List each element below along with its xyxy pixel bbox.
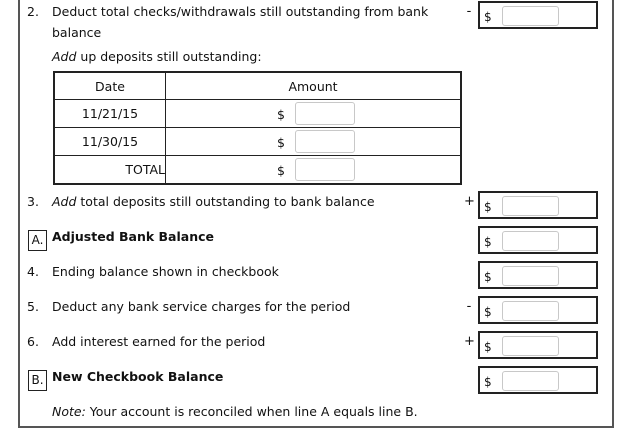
item4-number: 4. [27, 264, 39, 279]
item3-amount-input[interactable] [502, 196, 559, 216]
deposits-intro-em: Add [52, 49, 77, 64]
item4-amount-input[interactable] [502, 266, 559, 286]
line-a-currency: $ [484, 235, 492, 249]
amount-column-header: Amount [166, 72, 462, 100]
item5-amount-box [478, 296, 598, 324]
item3-currency: $ [484, 200, 492, 214]
deposits-intro [52, 49, 262, 64]
item2-minus-operator: - [466, 4, 472, 19]
line-a-label: Adjusted Bank Balance [52, 229, 214, 244]
deposit-amount-input[interactable] [295, 130, 355, 153]
note-text: Your account is reconciled when line A equals line B. [85, 404, 418, 419]
item3-text-em: Add [52, 194, 77, 209]
item2-amount-input[interactable] [502, 6, 559, 26]
note-label: Note: [52, 404, 86, 419]
total-currency: $ [277, 163, 285, 178]
item5-amount-input[interactable] [502, 301, 559, 321]
item6-amount-input[interactable] [502, 336, 559, 356]
table-row [54, 100, 461, 128]
item6-amount-box [478, 331, 598, 359]
item4-amount-box [478, 261, 598, 289]
item6-plus-operator: + [464, 334, 475, 349]
item5-currency: $ [484, 305, 492, 319]
line-a-amount-box [478, 226, 598, 254]
line-b-letter: B. [28, 370, 47, 391]
line-b-currency: $ [484, 375, 492, 389]
table-header-row [54, 72, 461, 100]
item3-text [52, 194, 375, 209]
line-a-letter: A. [28, 230, 47, 251]
line-a-amount-input[interactable] [502, 231, 559, 251]
total-amount-input[interactable] [295, 158, 355, 181]
item2-text-line2: balance [52, 25, 102, 40]
total-label: TOTAL [54, 156, 166, 185]
table-row [54, 128, 461, 156]
item2-amount-box [478, 1, 598, 29]
item3-amount-box [478, 191, 598, 219]
deposit-currency: $ [277, 107, 285, 122]
deposits-intro-rest: up deposits still outstanding: [76, 49, 262, 64]
date-column-header: Date [54, 72, 166, 100]
item2-number: 2. [27, 4, 39, 19]
line-b-amount-box [478, 366, 598, 394]
item3-number: 3. [27, 194, 39, 209]
item6-text: Add interest earned for the period [52, 334, 266, 349]
deposit-amount-cell [166, 128, 462, 156]
item5-minus-operator: - [466, 299, 472, 314]
item5-text: Deduct any bank service charges for the period [52, 299, 351, 314]
deposit-amount-cell [166, 100, 462, 128]
item2-text-line1: Deduct total checks/withdrawals still outstanding from bank [52, 4, 429, 19]
item2-currency: $ [484, 10, 492, 24]
deposit-date: 11/21/15 [54, 100, 166, 128]
total-amount-cell [166, 156, 462, 185]
outstanding-deposits-table [53, 71, 462, 185]
reconcile-note [52, 404, 418, 419]
item3-plus-operator: + [464, 194, 475, 209]
item3-text-rest: total deposits still outstanding to bank balance [76, 194, 375, 209]
deposit-date: 11/30/15 [54, 128, 166, 156]
item4-currency: $ [484, 270, 492, 284]
item5-number: 5. [27, 299, 39, 314]
deposit-amount-input[interactable] [295, 102, 355, 125]
deposit-currency: $ [277, 135, 285, 150]
total-row [54, 156, 461, 185]
line-b-amount-input[interactable] [502, 371, 559, 391]
item6-number: 6. [27, 334, 39, 349]
item6-currency: $ [484, 340, 492, 354]
item4-text: Ending balance shown in checkbook [52, 264, 279, 279]
line-b-label: New Checkbook Balance [52, 369, 224, 384]
